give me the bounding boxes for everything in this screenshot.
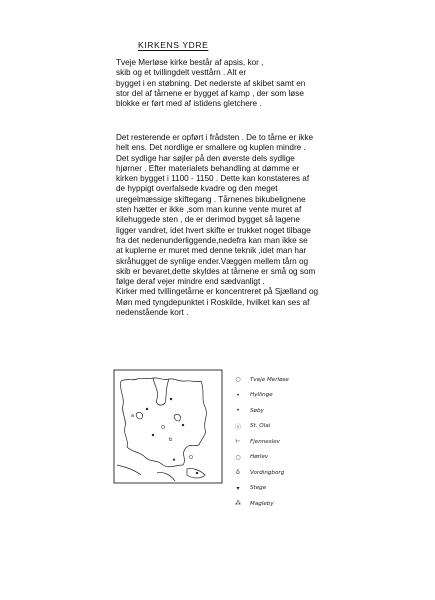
legend-label: St. Olai (250, 423, 271, 430)
legend-item (232, 403, 322, 419)
document-title: KIRKENS YDRE (138, 40, 209, 50)
paragraph-intro (116, 58, 366, 109)
circled-s-icon: ⓢ (234, 423, 241, 431)
legend-item (232, 372, 322, 388)
text-line: følge deraf vejer mindre end sædvanligt . (116, 277, 265, 287)
legend-label: Hyllinge (250, 392, 273, 399)
delta-icon: δ (236, 469, 240, 477)
legend-label: Søby (250, 407, 264, 414)
zealand-sketch-map (113, 369, 223, 484)
triangle-down-icon: ▾ (236, 484, 240, 492)
marker-dot (146, 408, 148, 410)
legend-label: Magleby (250, 500, 274, 507)
asterism-icon: ⁂ (235, 500, 241, 508)
legend-label: Stege (250, 485, 267, 492)
text-line: stor del af tårnene er bygget af kamp , der som løse (116, 88, 304, 98)
text-line: blokke er ført med af istidens gletchere . (116, 99, 262, 109)
text-line: helt ens. Det nordlige er smallere og kuplen mindre . (116, 143, 306, 153)
legend-label: Tveje Merløse (250, 376, 289, 383)
text-line: ligger vandret, idet hvert skifte er trukket noget tilbage (116, 225, 311, 235)
text-line: Møn med tyngdepunktet i Roskilde, hvilket kan ses af (116, 297, 310, 307)
legend-label: Vordingborg (250, 469, 285, 476)
map-legend (232, 372, 322, 512)
text-line: Kirker med tvillingetårne er koncentreret på Sjælland og (116, 287, 319, 297)
coastline (117, 378, 206, 481)
text-line: uregelmæssige skiftegang . Tårnenes bikubelignene (116, 194, 306, 204)
marker-dot (152, 434, 154, 436)
text-line: kirken bygget i 1100 - 1150 . Dette kan konstateres af (116, 174, 310, 184)
text-line: skib er bevaret,dette skyldes at tårnene er små og som (116, 266, 316, 276)
text-line: skib og et tvillingdelt vesttårn . Alt er (116, 68, 247, 78)
text-line: at kuplerne er muret med denne teknik ,idet man har (116, 246, 307, 256)
marker-triangle (173, 459, 175, 461)
legend-item (232, 496, 322, 512)
marker-dot (196, 472, 198, 474)
church-markers (146, 398, 198, 474)
legend-item (232, 434, 322, 450)
legend-item (232, 388, 322, 404)
text-line: Det sydlige har søjler på den øverste dels sydlige (116, 153, 295, 163)
text-line: Tveje Merløse kirke består af apsis, kor , (116, 58, 264, 67)
marker-dot (182, 424, 184, 426)
legend-label: Fjenneslev (250, 438, 280, 445)
text-line: de hyppigt overfalsede kvadre og den meget (116, 184, 278, 194)
text-line: hjørner . Efter materialets behandling at dømme er (116, 163, 300, 173)
circle-outline-icon: ○ (235, 453, 241, 461)
marker-dot (170, 398, 172, 400)
text-line: fra det nedenunderliggende,nedefra kan man ikke se (116, 235, 308, 245)
text-line: nedenstående kort . (116, 308, 189, 318)
map-label-b: b (169, 437, 173, 443)
paragraph-body (116, 133, 366, 318)
text-line: kilehuggede sten , de er derimod bygget så lagene (116, 215, 300, 225)
legend-item (232, 450, 322, 466)
map-label-a: a (131, 413, 135, 419)
marker-circle (189, 455, 192, 458)
marker-circle (161, 425, 164, 428)
legend-item (232, 481, 322, 497)
text-line: bygget i en støbning. Det nederste af skibet samt en (116, 78, 306, 88)
legend-item (232, 465, 322, 481)
text-line: Det resterende er opført i frådsten . De to tårne er ikke (116, 133, 314, 142)
dot-icon: • (236, 407, 240, 415)
legend-label: Hørlev (250, 454, 269, 461)
map-frame (114, 370, 222, 483)
tee-icon: ⊢ (235, 438, 241, 446)
dot-icon: • (236, 391, 240, 399)
text-line: sten hætter er ikke ,som man kunne vente muret af (116, 205, 302, 215)
text-line: skråhugget de synlige ender.Væggen mellem tårn og (116, 256, 309, 266)
legend-item (232, 419, 322, 435)
circle-outline-icon: ○ (235, 376, 241, 384)
